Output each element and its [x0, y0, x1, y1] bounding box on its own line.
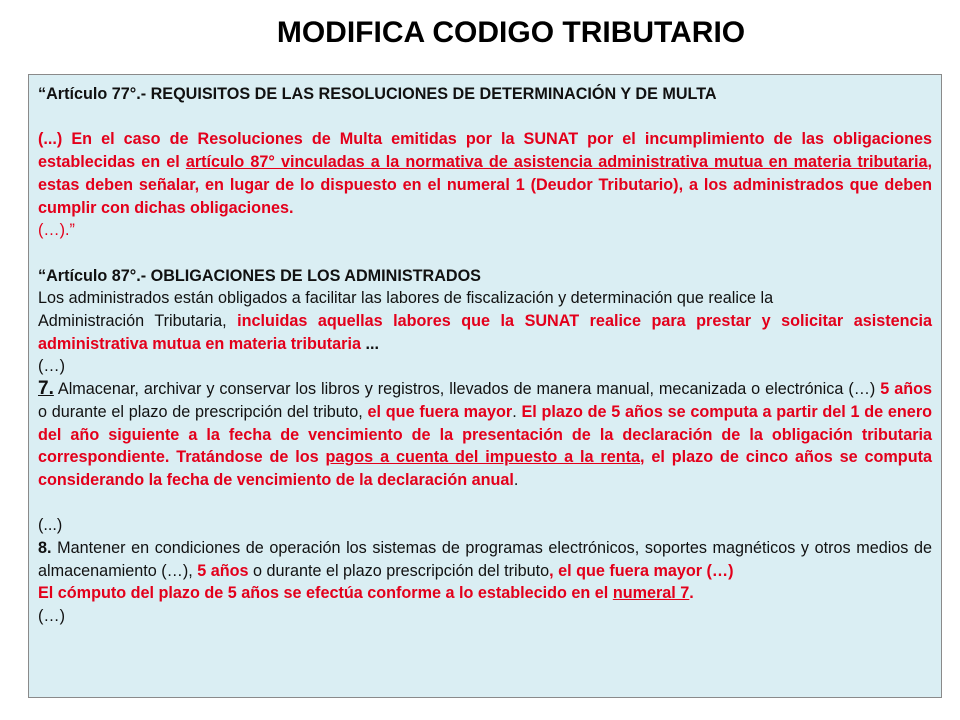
spacer — [38, 492, 932, 515]
text-span: o durante el plazo prescripción del tributo — [248, 561, 550, 580]
text-span: Administración Tributaria, — [38, 312, 238, 330]
article-77-heading: “Artículo 77°.- REQUISITOS DE LAS RESOLUCIONES DE DETERMINACIÓN Y DE MULTA — [38, 85, 717, 103]
article-87-intro-paragraph — [38, 310, 932, 355]
text-span: Mantener en condiciones de operación los sistemas de programas electrónicos, soportes magnéticos y otros medios de almacenamiento (…), — [38, 539, 932, 580]
article-87-heading: “Artículo 87°.- OBLIGACIONES DE LOS ADMINISTRADOS — [38, 266, 481, 285]
text-span: , estas deben señalar, en lugar de lo dispuesto en el numeral 1 (Deudor Tributario), a los administrados que deben cumplir con dichas obligaciones. — [38, 153, 932, 217]
highlight-span: el que fuera mayor — [367, 402, 513, 421]
ellipsis-line: (…) — [38, 357, 65, 376]
text-span: . — [513, 470, 519, 489]
numeral-7-number: 7. — [38, 378, 54, 400]
highlight-span: 5 años — [880, 380, 932, 399]
highlight-span: , el que fuera mayor (…) — [549, 561, 734, 580]
highlight-span: incluidas aquellas labores que la SUNAT realice para prestar y solicitar asistencia administrativa mutua en materia tributaria — [38, 312, 932, 353]
article-77-ellipsis: (…).” — [38, 221, 75, 240]
spacer — [38, 242, 932, 265]
numeral-8-number: 8. — [38, 539, 52, 558]
article-77-paragraph — [38, 128, 932, 219]
numeral-7-reference: numeral 7 — [612, 584, 690, 603]
numeral-7-paragraph — [38, 378, 932, 492]
article-87-intro-line: Los administrados están obligados a facilitar las labores de fiscalización y determinación que realice la — [38, 289, 774, 308]
text-span: . — [689, 584, 694, 603]
article-87-reference: artículo 87° vinculadas a la normativa de asistencia administrativa mutua en materia tributaria — [185, 153, 928, 172]
ellipsis-line: (...) — [38, 516, 63, 535]
ellipsis-line: (…) — [38, 607, 65, 626]
pagos-a-cuenta-reference: pagos a cuenta del impuesto a la renta — [325, 448, 640, 467]
legal-text-box — [28, 74, 942, 698]
text-span: o durante el plazo de prescripción del tributo, — [38, 402, 368, 421]
page-title: MODIFICA CODIGO TRIBUTARIO — [276, 16, 746, 49]
text-span: Almacenar, archivar y conservar los libros y registros, llevados de manera manual, mecanizada o electrónica (…) — [53, 380, 881, 399]
numeral-8-paragraph — [38, 537, 932, 582]
text-span: (...) En el caso de Resoluciones de Multa emitidas por la SUNAT por el incumplimiento de las obligaciones establecidas en el — [38, 130, 932, 172]
text-span: ... — [360, 334, 379, 353]
spacer — [38, 106, 932, 129]
highlight-span: 5 años — [197, 561, 249, 580]
highlight-span: El plazo de 5 años se computa a partir del 1 de enero del año siguiente a la fecha de vencimiento de la presentación de la declaración de la obligación tributaria correspondiente. Tratándose de los — [38, 402, 933, 467]
text-span: El cómputo del plazo de 5 años se efectúa conforme a lo establecido en el — [38, 584, 613, 603]
text-span: . — [512, 402, 522, 421]
computo-paragraph — [38, 582, 932, 605]
highlight-span: , el plazo de cinco años se computa considerando la fecha de vencimiento de la declaración anual — [38, 448, 932, 489]
